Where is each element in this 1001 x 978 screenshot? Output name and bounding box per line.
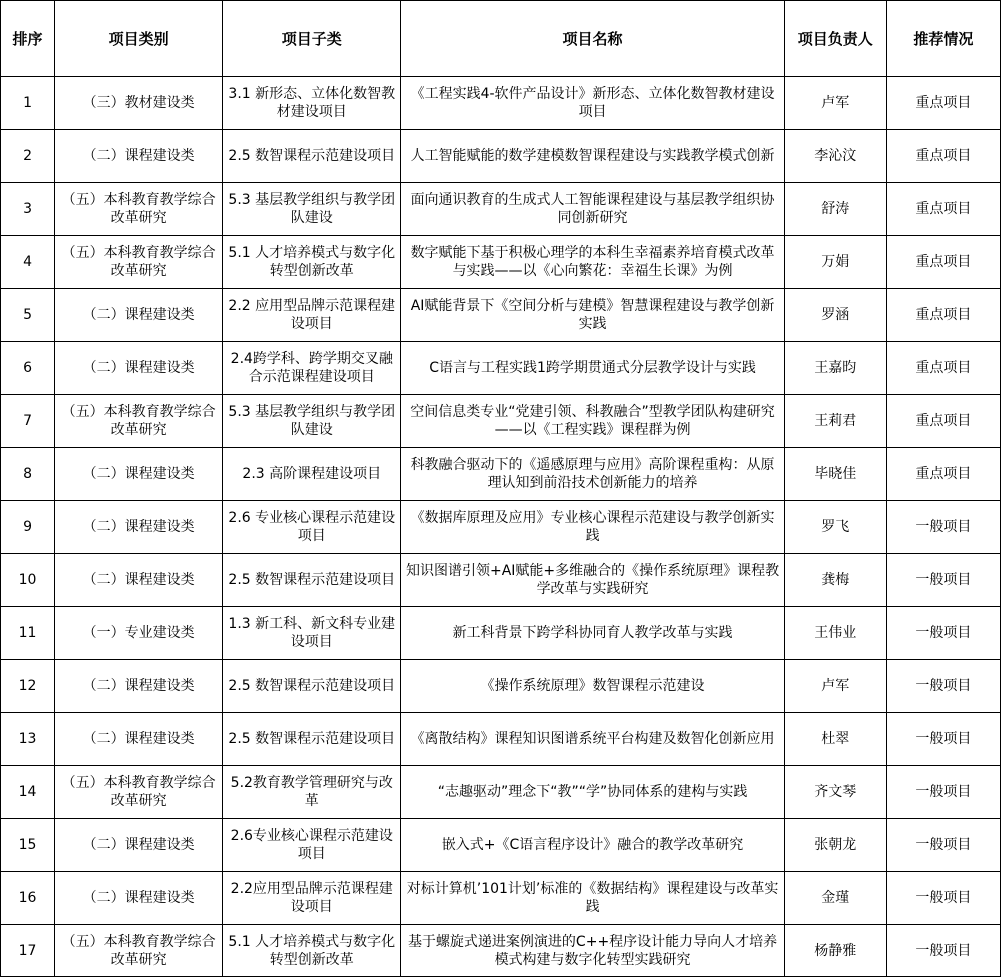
cell-seq: 16 <box>1 872 55 925</box>
cell-owner: 罗飞 <box>784 501 886 554</box>
cell-category: （三）教材建设类 <box>55 77 223 130</box>
cell-recommendation: 一般项目 <box>886 713 1000 766</box>
cell-recommendation: 一般项目 <box>886 925 1000 977</box>
header-row <box>1 1 1001 77</box>
cell-subcategory: 2.4跨学科、跨学期交叉融合示范课程建设项目 <box>223 342 401 395</box>
cell-recommendation: 一般项目 <box>886 766 1000 819</box>
table-row <box>1 183 1001 236</box>
cell-recommendation: 重点项目 <box>886 77 1000 130</box>
cell-owner: 卢军 <box>784 660 886 713</box>
cell-recommendation: 重点项目 <box>886 130 1000 183</box>
cell-subcategory: 5.2教育教学管理研究与改革 <box>223 766 401 819</box>
cell-recommendation: 重点项目 <box>886 342 1000 395</box>
cell-name: 空间信息类专业“党建引领、科教融合”型教学团队构建研究——以《工程实践》课程群为例 <box>401 395 784 448</box>
table-body <box>1 77 1001 977</box>
cell-name: 面向通识教育的生成式人工智能课程建设与基层教学组织协同创新研究 <box>401 183 784 236</box>
cell-category: （五）本科教育教学综合改革研究 <box>55 766 223 819</box>
table-row <box>1 395 1001 448</box>
cell-category: （二）课程建设类 <box>55 872 223 925</box>
cell-recommendation: 一般项目 <box>886 554 1000 607</box>
cell-owner: 罗涵 <box>784 289 886 342</box>
cell-subcategory: 2.5 数智课程示范建设项目 <box>223 660 401 713</box>
header-subcategory: 项目子类 <box>223 1 401 77</box>
cell-owner: 李沁汶 <box>784 130 886 183</box>
cell-name: 新工科背景下跨学科协同育人教学改革与实践 <box>401 607 784 660</box>
cell-category: （二）课程建设类 <box>55 342 223 395</box>
table-row <box>1 819 1001 872</box>
cell-subcategory: 2.2 应用型品牌示范课程建设项目 <box>223 289 401 342</box>
table-row <box>1 130 1001 183</box>
cell-seq: 7 <box>1 395 55 448</box>
cell-owner: 王伟业 <box>784 607 886 660</box>
cell-name: 《数据库原理及应用》专业核心课程示范建设与教学创新实践 <box>401 501 784 554</box>
cell-name: 人工智能赋能的数学建模数智课程建设与实践教学模式创新 <box>401 130 784 183</box>
table-row <box>1 289 1001 342</box>
cell-seq: 6 <box>1 342 55 395</box>
cell-subcategory: 2.5 数智课程示范建设项目 <box>223 713 401 766</box>
cell-owner: 齐文琴 <box>784 766 886 819</box>
header-owner: 项目负责人 <box>784 1 886 77</box>
header-name: 项目名称 <box>401 1 784 77</box>
cell-recommendation: 一般项目 <box>886 501 1000 554</box>
cell-owner: 王嘉昀 <box>784 342 886 395</box>
cell-subcategory: 2.6专业核心课程示范建设项目 <box>223 819 401 872</box>
cell-name: C语言与工程实践1跨学期贯通式分层教学设计与实践 <box>401 342 784 395</box>
table-row <box>1 342 1001 395</box>
cell-subcategory: 2.3 高阶课程建设项目 <box>223 448 401 501</box>
cell-name: 《操作系统原理》数智课程示范建设 <box>401 660 784 713</box>
cell-recommendation: 重点项目 <box>886 395 1000 448</box>
cell-category: （二）课程建设类 <box>55 501 223 554</box>
header-recommendation: 推荐情况 <box>886 1 1000 77</box>
cell-subcategory: 2.6 专业核心课程示范建设项目 <box>223 501 401 554</box>
cell-category: （二）课程建设类 <box>55 289 223 342</box>
cell-seq: 12 <box>1 660 55 713</box>
cell-category: （二）课程建设类 <box>55 554 223 607</box>
table-row <box>1 554 1001 607</box>
table-row <box>1 660 1001 713</box>
cell-recommendation: 一般项目 <box>886 607 1000 660</box>
cell-recommendation: 重点项目 <box>886 289 1000 342</box>
header-category: 项目类别 <box>55 1 223 77</box>
cell-seq: 1 <box>1 77 55 130</box>
cell-category: （二）课程建设类 <box>55 713 223 766</box>
cell-seq: 17 <box>1 925 55 977</box>
cell-recommendation: 一般项目 <box>886 660 1000 713</box>
table-row <box>1 501 1001 554</box>
cell-recommendation: 重点项目 <box>886 236 1000 289</box>
cell-owner: 金瑾 <box>784 872 886 925</box>
cell-category: （二）课程建设类 <box>55 660 223 713</box>
table-row <box>1 77 1001 130</box>
table-row <box>1 872 1001 925</box>
cell-name: 《工程实践4-软件产品设计》新形态、立体化数智教材建设项目 <box>401 77 784 130</box>
cell-category: （五）本科教育教学综合改革研究 <box>55 183 223 236</box>
cell-name: 对标计算机’101计划’标准的《数据结构》课程建设与改革实践 <box>401 872 784 925</box>
cell-subcategory: 1.3 新工科、新文科专业建设项目 <box>223 607 401 660</box>
table-row <box>1 448 1001 501</box>
table-row <box>1 236 1001 289</box>
cell-subcategory: 2.5 数智课程示范建设项目 <box>223 130 401 183</box>
cell-seq: 10 <box>1 554 55 607</box>
cell-name: 数字赋能下基于积极心理学的本科生幸福素养培育模式改革与实践——以《心向繁花：幸福生长课》为例 <box>401 236 784 289</box>
cell-owner: 龚梅 <box>784 554 886 607</box>
cell-owner: 杜翠 <box>784 713 886 766</box>
cell-name: 科教融合驱动下的《遥感原理与应用》高阶课程重构：从原理认知到前沿技术创新能力的培养 <box>401 448 784 501</box>
cell-category: （二）课程建设类 <box>55 448 223 501</box>
cell-category: （五）本科教育教学综合改革研究 <box>55 925 223 977</box>
table-row <box>1 925 1001 977</box>
cell-owner: 舒涛 <box>784 183 886 236</box>
cell-category: （二）课程建设类 <box>55 130 223 183</box>
cell-subcategory: 3.1 新形态、立体化数智教材建设项目 <box>223 77 401 130</box>
cell-subcategory: 5.1 人才培养模式与数字化转型创新改革 <box>223 925 401 977</box>
cell-seq: 8 <box>1 448 55 501</box>
cell-subcategory: 5.3 基层教学组织与教学团队建设 <box>223 183 401 236</box>
cell-name: 基于螺旋式递进案例演进的C++程序设计能力导向人才培养模式构建与数字化转型实践研究 <box>401 925 784 977</box>
cell-recommendation: 一般项目 <box>886 872 1000 925</box>
cell-subcategory: 5.3 基层教学组织与教学团队建设 <box>223 395 401 448</box>
header-seq: 排序 <box>1 1 55 77</box>
cell-category: （五）本科教育教学综合改革研究 <box>55 395 223 448</box>
table-row <box>1 766 1001 819</box>
cell-name: AI赋能背景下《空间分析与建模》智慧课程建设与教学创新实践 <box>401 289 784 342</box>
cell-seq: 5 <box>1 289 55 342</box>
cell-category: （五）本科教育教学综合改革研究 <box>55 236 223 289</box>
table-header <box>1 1 1001 77</box>
cell-category: （一）专业建设类 <box>55 607 223 660</box>
cell-seq: 11 <box>1 607 55 660</box>
cell-name: 《离散结构》课程知识图谱系统平台构建及数智化创新应用 <box>401 713 784 766</box>
cell-seq: 4 <box>1 236 55 289</box>
cell-recommendation: 重点项目 <box>886 448 1000 501</box>
table-row <box>1 713 1001 766</box>
cell-recommendation: 重点项目 <box>886 183 1000 236</box>
table-row <box>1 607 1001 660</box>
cell-category: （二）课程建设类 <box>55 819 223 872</box>
cell-seq: 9 <box>1 501 55 554</box>
cell-owner: 卢军 <box>784 77 886 130</box>
cell-subcategory: 5.1 人才培养模式与数字化转型创新改革 <box>223 236 401 289</box>
cell-seq: 13 <box>1 713 55 766</box>
cell-owner: 杨静雅 <box>784 925 886 977</box>
cell-owner: 王莉君 <box>784 395 886 448</box>
cell-seq: 3 <box>1 183 55 236</box>
cell-owner: 张朝龙 <box>784 819 886 872</box>
cell-seq: 2 <box>1 130 55 183</box>
cell-name: 知识图谱引领+AI赋能+多维融合的《操作系统原理》课程教学改革与实践研究 <box>401 554 784 607</box>
cell-recommendation: 一般项目 <box>886 819 1000 872</box>
cell-subcategory: 2.2应用型品牌示范课程建设项目 <box>223 872 401 925</box>
cell-seq: 15 <box>1 819 55 872</box>
cell-owner: 毕晓佳 <box>784 448 886 501</box>
cell-name: “志趣驱动”理念下“教”“学”协同体系的建构与实践 <box>401 766 784 819</box>
cell-subcategory: 2.5 数智课程示范建设项目 <box>223 554 401 607</box>
cell-name: 嵌入式+《C语言程序设计》融合的教学改革研究 <box>401 819 784 872</box>
cell-seq: 14 <box>1 766 55 819</box>
cell-owner: 万娟 <box>784 236 886 289</box>
